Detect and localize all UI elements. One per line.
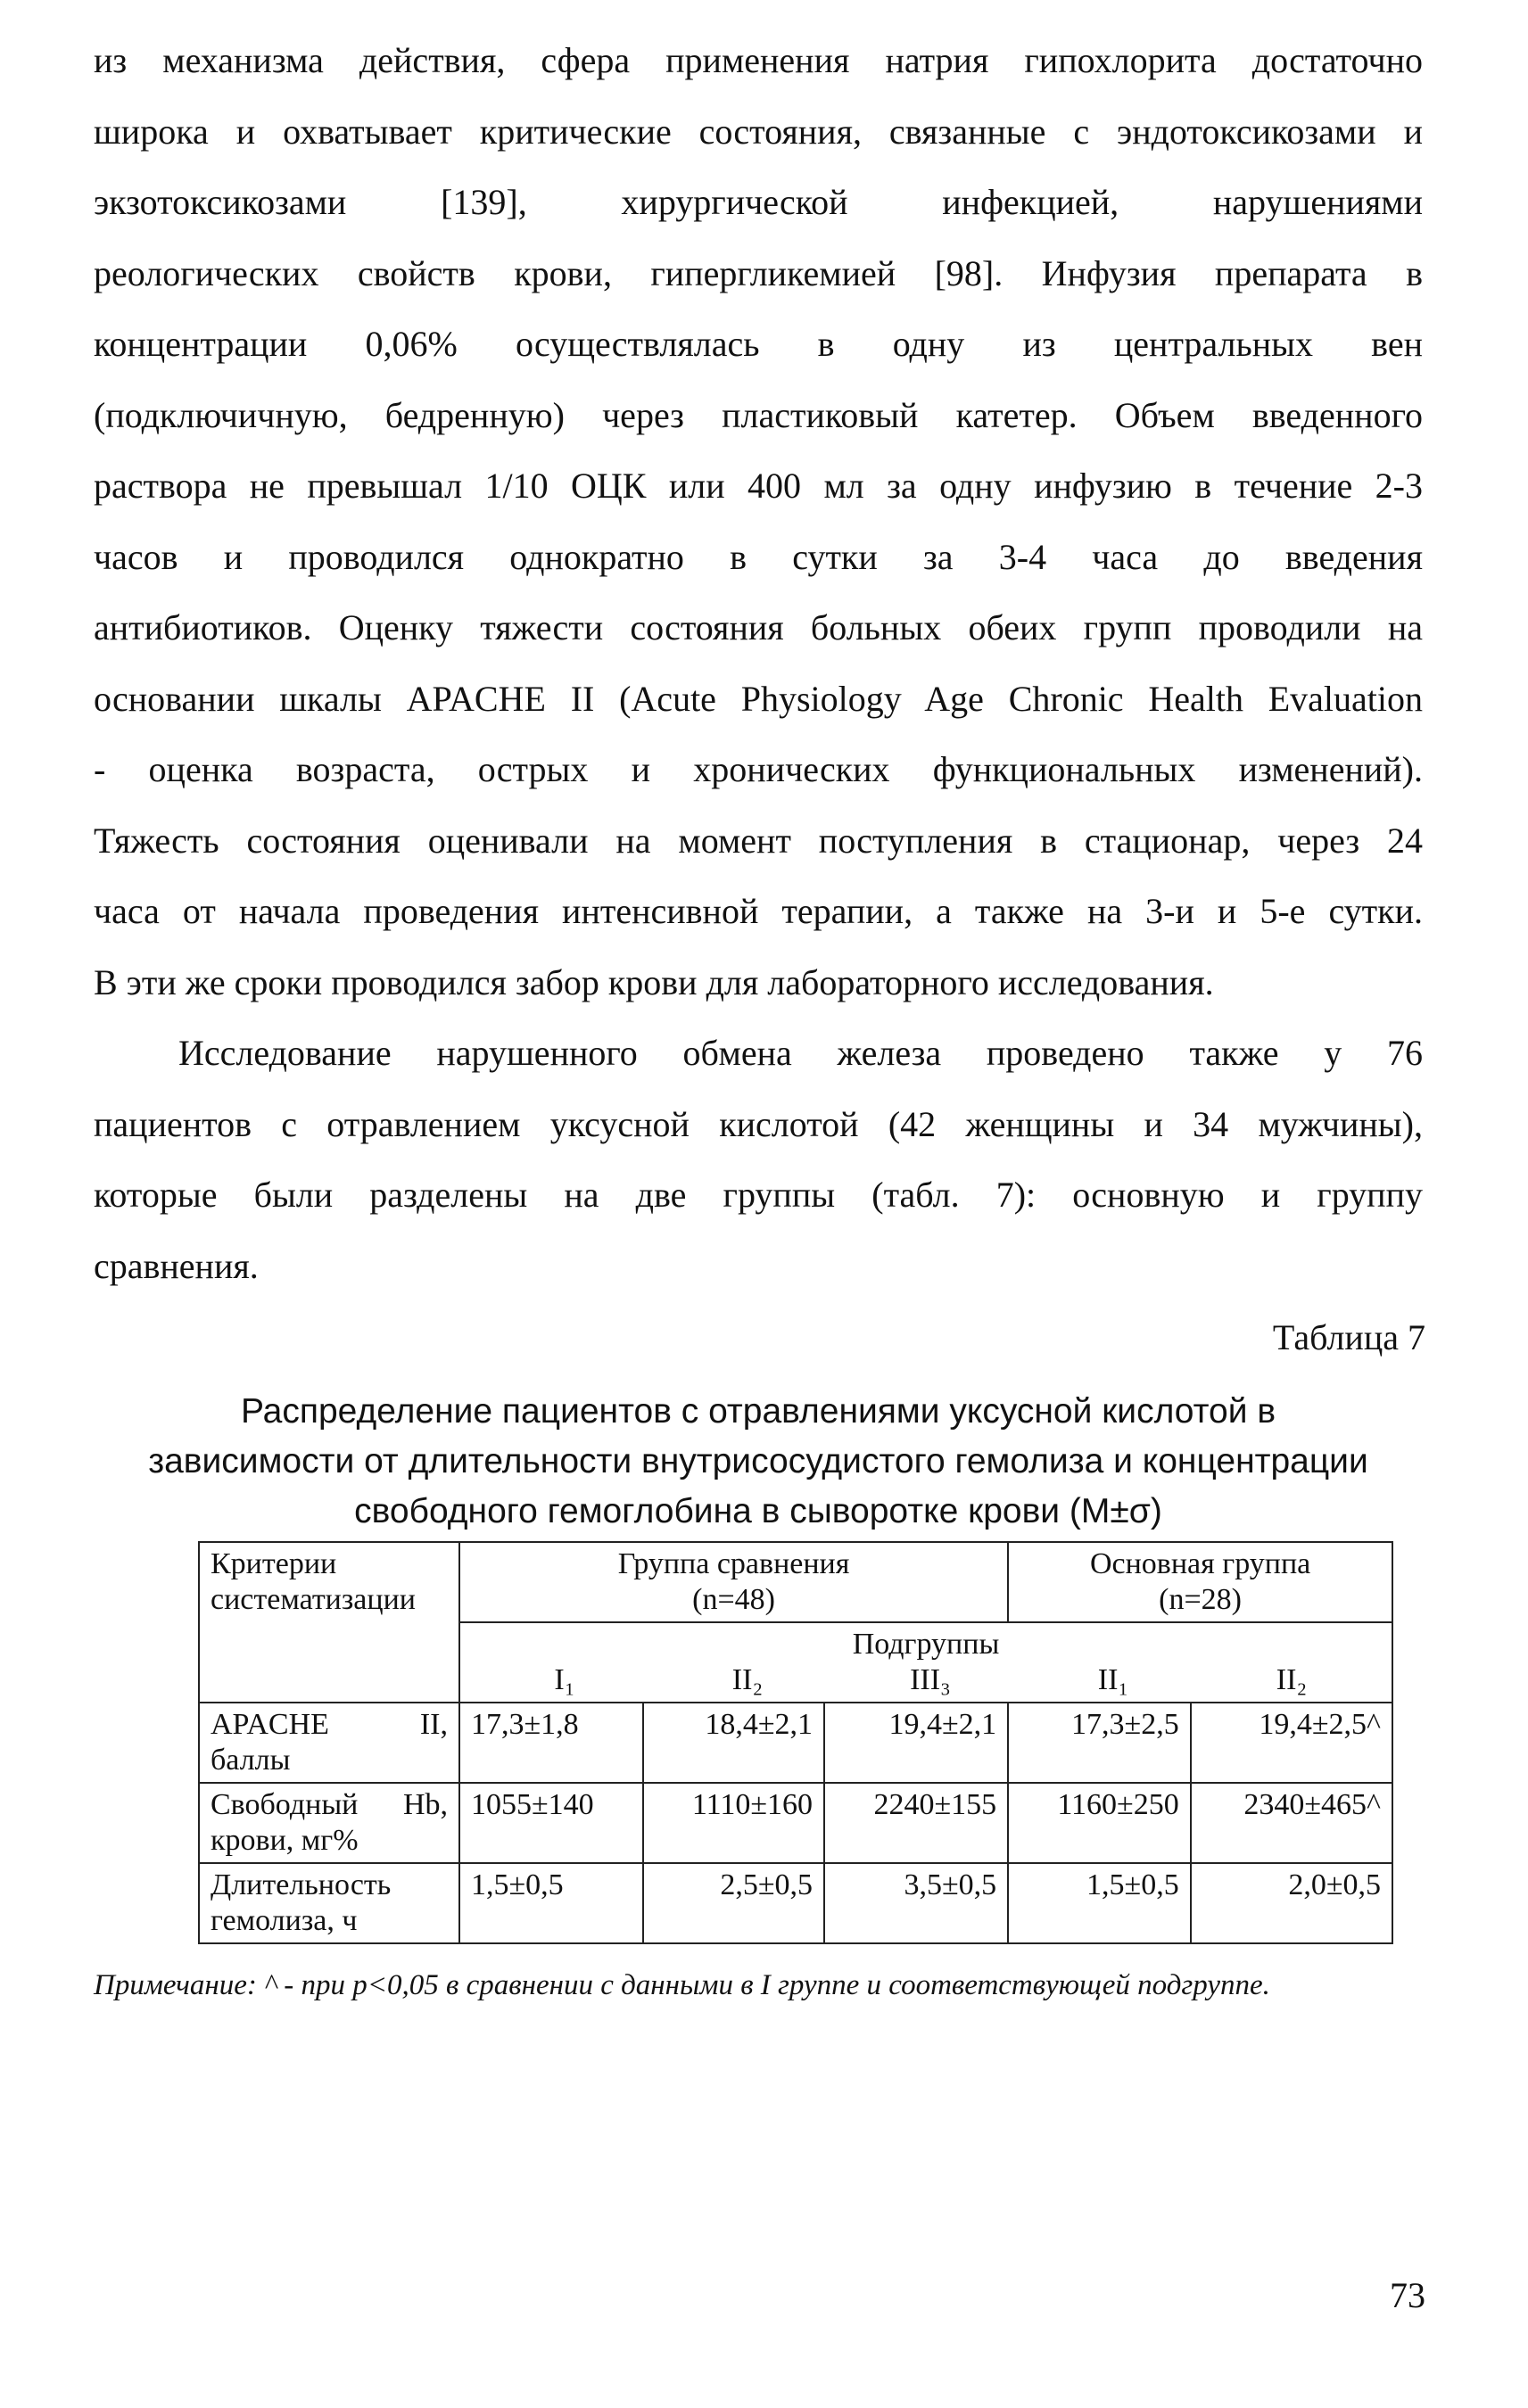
text-line: широка и охватывает критические состояния, связанные с эндотоксикозами и (94, 111, 1423, 152)
table-row (199, 1703, 1392, 1783)
text-line: часа от начала проведения интенсивной терапии, а также на 3-и и 5-е сутки. (94, 891, 1423, 931)
header-criteria-line: систематизации (211, 1583, 416, 1616)
table-row (199, 1863, 1392, 1943)
text-line: Тяжесть состояния оценивали на момент поступления в стационар, через 24 (94, 820, 1423, 861)
table-row (199, 1783, 1392, 1863)
row-label-line: Длительность (211, 1868, 392, 1901)
table-cell: 2,0±0,5 (1191, 1863, 1392, 1943)
subgroup-label: II₁ (1097, 1663, 1129, 1696)
text-line: пациентов с отравлением уксусной кислотой (42 женщины и 34 мужчины), (94, 1103, 1423, 1144)
table-cell: 19,4±2,1 (824, 1703, 1008, 1783)
table-cell: 1160±250 (1008, 1783, 1191, 1863)
header-group-main-line: Основная группа (1089, 1547, 1311, 1580)
subgroup-label: I₁ (554, 1663, 575, 1696)
header-group-compare (459, 1542, 1008, 1622)
table-cell: 3,5±0,5 (824, 1863, 1008, 1943)
table-note: Примечание: ^ - при p<0,05 в сравнении с данными в I группе и соответствующей подгруппе. (94, 1969, 1270, 2001)
subgroup-labels (471, 1662, 1381, 1698)
table-cell: 1055±140 (459, 1783, 643, 1863)
text-line: антибиотиков. Оценку тяжести состояния больных обеих групп проводили на (94, 607, 1423, 647)
header-group-compare-line: Группа сравнения (617, 1547, 850, 1580)
data-table (198, 1541, 1393, 1944)
table-cell: 19,4±2,5^ (1191, 1703, 1392, 1783)
table-cell: 17,3±2,5 (1008, 1703, 1191, 1783)
table-title-line: Распределение пациентов с отравлениями уксусной кислотой в (240, 1392, 1276, 1431)
text-line: которые были разделены на две группы (табл. 7): основную и группу (94, 1175, 1423, 1215)
text-line: - оценка возраста, острых и хронических функциональных изменений). (94, 749, 1423, 789)
table-cell: 2,5±0,5 (643, 1863, 824, 1943)
text-line: из механизма действия, сфера применения натрия гипохлорита достаточно (94, 40, 1423, 80)
table-cell: 2340±465^ (1191, 1783, 1392, 1863)
row-label-line: гемолиза, ч (211, 1904, 358, 1937)
header-group-main-line: (n=28) (1159, 1583, 1242, 1616)
table-title-line: свободного гемоглобина в сыворотке крови (M±σ) (354, 1492, 1162, 1530)
row-label-line: крови, мг% (211, 1824, 359, 1857)
table-title-line: зависимости от длительности внутрисосудистого гемолиза и концентрации (148, 1442, 1368, 1480)
text-line: (подключичную, бедренную) через пластиковый катетер. Объем введенного (94, 394, 1423, 435)
table-header-row (199, 1542, 1392, 1622)
subgroup-label: II₂ (731, 1663, 764, 1696)
text-line: реологических свойств крови, гипергликемией [98]. Инфузия препарата в (94, 252, 1423, 293)
header-subgroups (459, 1622, 1392, 1703)
page-number: 73 (1390, 2275, 1425, 2315)
text-line: экзотоксикозами [139], хирургической инфекцией, нарушениями (94, 182, 1423, 222)
subgroup-label: III₃ (910, 1663, 951, 1696)
header-criteria-line: Критерии (211, 1547, 337, 1580)
subgroup-label: II₂ (1276, 1663, 1308, 1696)
body-text (94, 25, 1423, 1301)
header-group-main (1008, 1542, 1392, 1622)
text-line: часов и проводился однократно в сутки за 3-4 часа до введения (94, 536, 1423, 577)
text-line: раствора не превышал 1/10 ОЦК или 400 мл за одну инфузию в течение 2-3 (94, 466, 1423, 506)
row-label (199, 1863, 459, 1943)
text-line: В эти же сроки проводился забор крови для лабораторного исследования. (94, 961, 1214, 1002)
table-title (94, 1387, 1423, 1537)
table-cell: 1,5±0,5 (459, 1863, 643, 1943)
text-line: Исследование нарушенного обмена железа проведено также у 76 (178, 1033, 1423, 1073)
header-criteria (199, 1542, 459, 1703)
text-line: сравнения. (94, 1245, 259, 1286)
table-cell: 1110±160 (643, 1783, 824, 1863)
table-cell: 18,4±2,1 (643, 1703, 824, 1783)
text-line: концентрации 0,06% осуществлялась в одну из центральных вен (94, 324, 1423, 364)
table-cell: 17,3±1,8 (459, 1703, 643, 1783)
header-group-compare-line: (n=48) (692, 1583, 775, 1616)
text-line: основании шкалы APACHE II (Acute Physiology Age Chronic Health Evaluation (94, 678, 1423, 719)
row-label-line: Свободный Hb, (211, 1788, 448, 1821)
row-label (199, 1783, 459, 1863)
row-label-line: баллы (211, 1744, 291, 1777)
row-label-line: APACHE II, (211, 1708, 448, 1741)
table-cell: 2240±155 (824, 1783, 1008, 1863)
table-cell: 1,5±0,5 (1008, 1863, 1191, 1943)
table-number: Таблица 7 (1272, 1317, 1425, 1357)
row-label (199, 1703, 459, 1783)
subgroups-label: Подгруппы (852, 1628, 1000, 1661)
